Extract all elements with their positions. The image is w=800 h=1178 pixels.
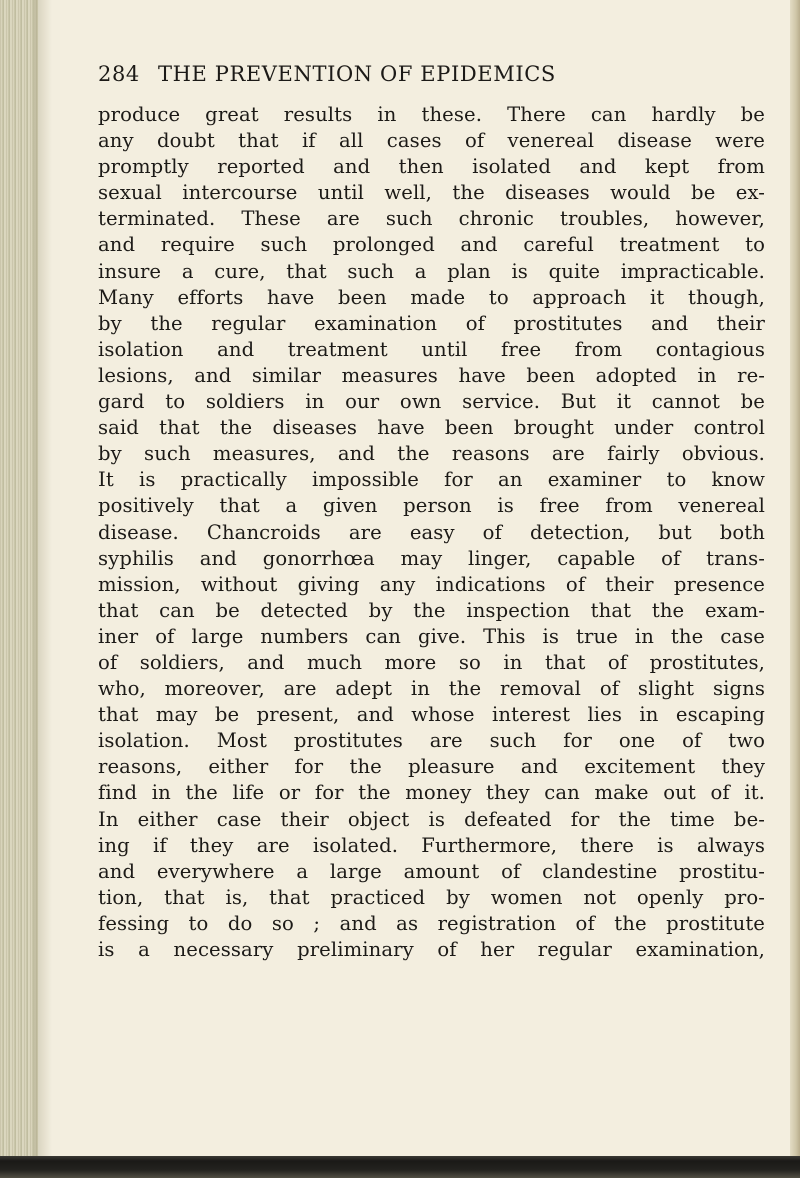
text-line: that may be present, and whose interest lies in escaping [98, 703, 765, 727]
text-line: by the regular examination of prostitutes and their [98, 311, 765, 335]
text-line: disease. Chancroids are easy of detection, but both [98, 520, 765, 544]
text-line: In either case their object is defeated for the time be- [98, 807, 765, 831]
text-line: insure a cure, that such a plan is quite impracticable. [98, 259, 765, 283]
text-line: that can be detected by the inspection that the exam- [98, 598, 765, 622]
text-line: is a necessary preliminary of her regular examination, [98, 938, 765, 961]
page-number: 284 [98, 62, 140, 86]
text-line: iner of large numbers can give. This is true in the case [98, 624, 765, 648]
text-line: terminated. These are such chronic troubles, however, [98, 207, 765, 231]
text-line: find in the life or for the money they can make out of it. [98, 781, 765, 805]
book-gutter-left [0, 0, 38, 1178]
text-line: ing if they are isolated. Furthermore, there is always [98, 833, 765, 857]
text-line: syphilis and gonorrhœa may linger, capable of trans- [98, 546, 765, 570]
text-line: of soldiers, and much more so in that of prostitutes, [98, 650, 765, 674]
text-line: fessing to do so ; and as registration of the prostitute [98, 911, 765, 935]
text-line: isolation. Most prostitutes are such for one of two [98, 729, 765, 753]
body-paragraph [98, 102, 765, 963]
text-line: It is practically impossible for an examiner to know [98, 468, 765, 492]
text-line: said that the diseases have been brought under control [98, 416, 765, 440]
running-head-title: THE PREVENTION OF EPIDEMICS [158, 62, 556, 86]
text-line: positively that a given person is free from venereal [98, 494, 765, 518]
page-edge-bottom [0, 1156, 800, 1178]
text-line: gard to soldiers in our own service. But it cannot be [98, 390, 765, 414]
text-line: and everywhere a large amount of clandestine prostitu- [98, 859, 765, 883]
running-head [98, 62, 765, 102]
text-line: reasons, either for the pleasure and excitement they [98, 755, 765, 779]
text-line: tion, that is, that practiced by women not openly pro- [98, 885, 765, 909]
text-line: sexual intercourse until well, the diseases would be ex- [98, 181, 765, 205]
text-line: any doubt that if all cases of venereal disease were [98, 129, 765, 153]
text-line: mission, without giving any indications of their presence [98, 572, 765, 596]
page-edge-right [790, 0, 800, 1178]
book-page [98, 62, 765, 1122]
gutter-shadow [34, 0, 52, 1178]
text-line: by such measures, and the reasons are fairly obvious. [98, 442, 765, 466]
text-line: promptly reported and then isolated and kept from [98, 155, 765, 179]
text-line: isolation and treatment until free from contagious [98, 337, 765, 361]
text-line: who, moreover, are adept in the removal of slight signs [98, 677, 765, 701]
text-line: lesions, and similar measures have been adopted in re- [98, 363, 765, 387]
text-line: and require such prolonged and careful treatment to [98, 233, 765, 257]
text-line: Many efforts have been made to approach it though, [98, 285, 765, 309]
text-line: produce great results in these. There can hardly be [98, 103, 765, 126]
